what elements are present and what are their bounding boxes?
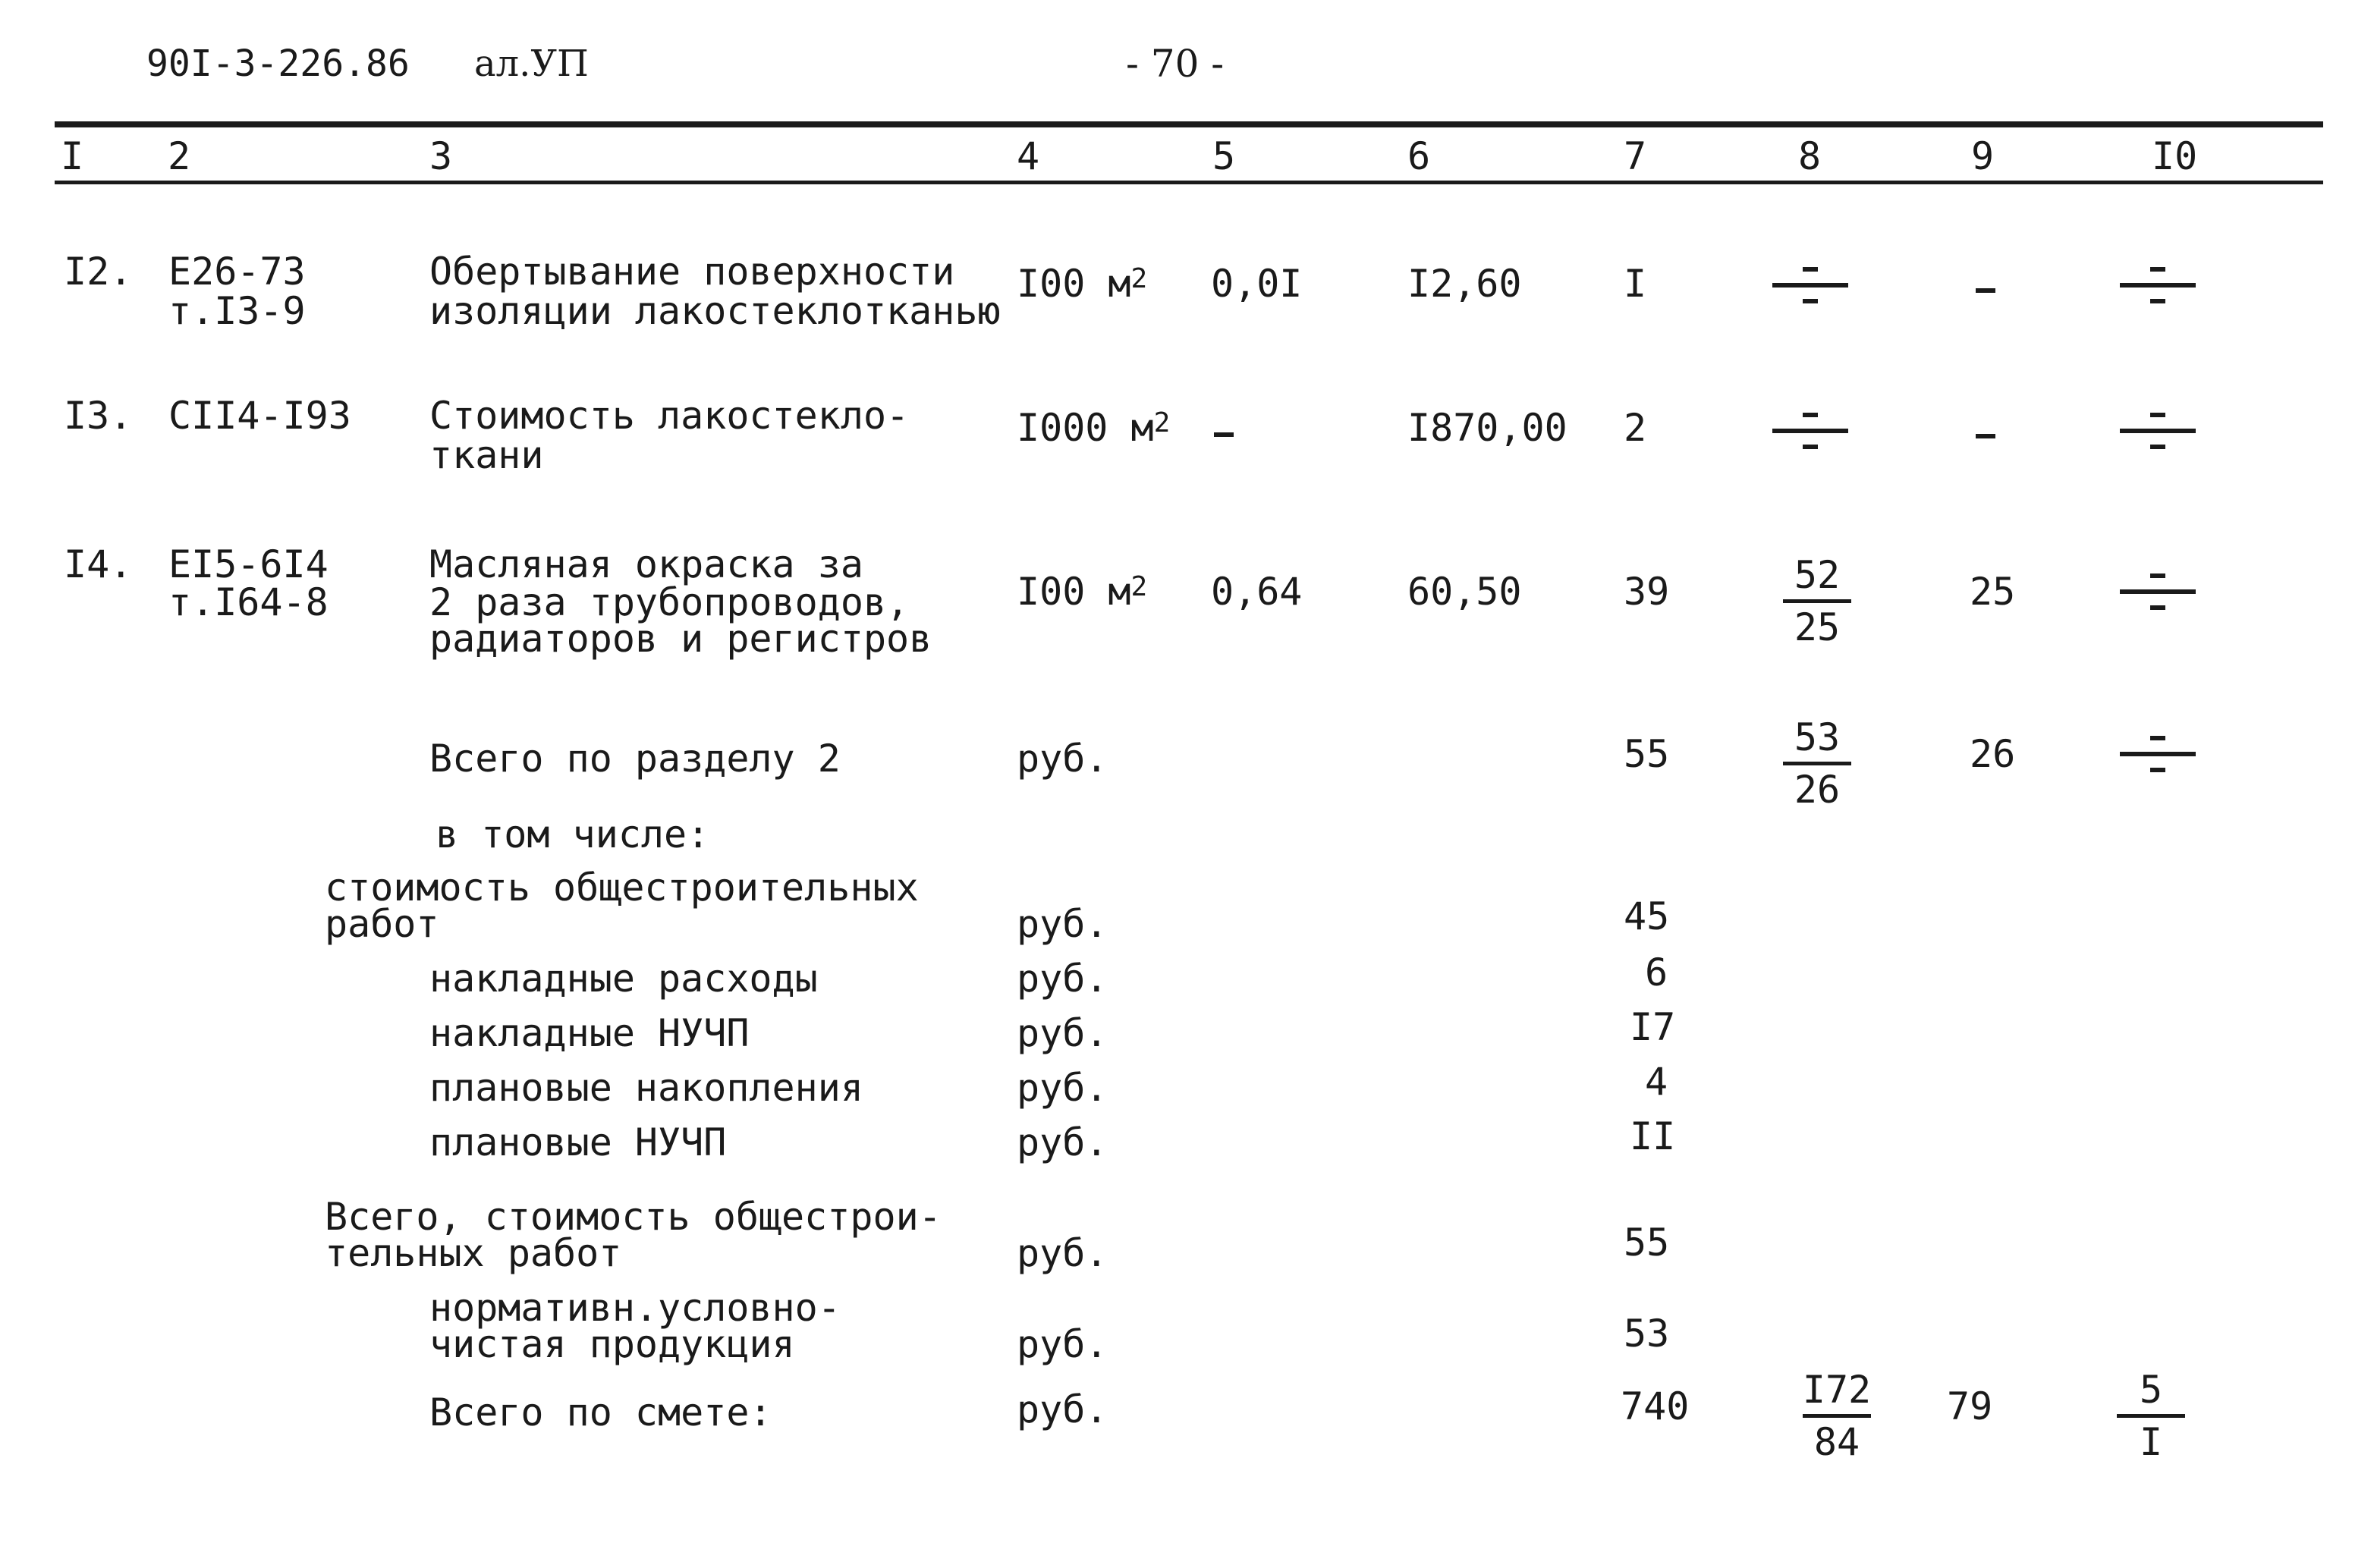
work-description-line: Обертывание поверхности bbox=[429, 250, 955, 294]
quantity-dash bbox=[1214, 432, 1234, 437]
breakdown-value: 6 bbox=[1645, 951, 1668, 995]
col-header-10: I0 bbox=[2152, 134, 2198, 178]
page-number: - 70 - bbox=[1126, 42, 1225, 86]
normative-label-line: нормативн.условно- bbox=[429, 1286, 841, 1330]
normative-value: 53 bbox=[1624, 1312, 1670, 1356]
unit: I00 $м^2$ bbox=[1017, 570, 1148, 614]
work-description-line: Масляная окраска за bbox=[429, 542, 863, 586]
row-number: I3. bbox=[64, 394, 133, 438]
column-9-value: 79 bbox=[1947, 1384, 1993, 1428]
fraction-value: I72 84 bbox=[1802, 1368, 1872, 1464]
grand-total-label: Всего по смете: bbox=[429, 1390, 772, 1434]
total-cost: I bbox=[1624, 262, 1647, 306]
column-9-value: 25 bbox=[1970, 570, 2016, 614]
division-sign bbox=[2120, 570, 2196, 624]
unit: руб. bbox=[1017, 1011, 1108, 1055]
division-sign bbox=[2120, 410, 2196, 463]
col-header-6: 6 bbox=[1407, 134, 1431, 178]
breakdown-value: I7 bbox=[1630, 1005, 1676, 1049]
col-header-7: 7 bbox=[1624, 134, 1647, 178]
division-sign bbox=[2120, 264, 2196, 317]
unit: руб. bbox=[1017, 1066, 1108, 1110]
total-general-value: 55 bbox=[1624, 1221, 1670, 1265]
grand-total-value: 740 bbox=[1621, 1384, 1690, 1428]
breakdown-item-label: накладные расходы bbox=[429, 957, 818, 1001]
album-number: ал.УП bbox=[474, 42, 589, 85]
document-code: 90I-3-226.86 bbox=[146, 42, 410, 85]
dash bbox=[1976, 434, 1995, 438]
fraction-value: 53 26 bbox=[1775, 716, 1859, 811]
rate-table: т.I64-8 bbox=[168, 580, 329, 624]
division-sign bbox=[1772, 264, 1848, 317]
unit: руб. bbox=[1017, 1387, 1108, 1431]
unit: руб. bbox=[1017, 957, 1108, 1001]
unit-price: 60,50 bbox=[1407, 570, 1522, 614]
row-number: I2. bbox=[64, 250, 133, 294]
work-description-line: радиаторов и регистров bbox=[429, 617, 932, 661]
col-header-2: 2 bbox=[168, 134, 191, 178]
normative-label-line: чистая продукция bbox=[429, 1322, 795, 1366]
row-number: I4. bbox=[64, 542, 133, 586]
breakdown-item-label: плановые накопления bbox=[429, 1066, 863, 1110]
col-header-9: 9 bbox=[1971, 134, 1995, 178]
unit: руб. bbox=[1017, 902, 1108, 946]
unit: руб. bbox=[1017, 1231, 1108, 1275]
breakdown-value: 45 bbox=[1624, 894, 1670, 938]
col-header-1: I bbox=[61, 134, 84, 178]
col-header-3: 3 bbox=[429, 134, 453, 178]
general-works-label-line: работ bbox=[325, 902, 439, 946]
total-cost: 55 bbox=[1624, 732, 1670, 776]
work-description-line: 2 раза трубопроводов, bbox=[429, 580, 910, 624]
unit-price: I870,00 bbox=[1407, 406, 1567, 450]
dash bbox=[1976, 288, 1995, 293]
header-rule-bottom bbox=[55, 181, 2323, 184]
rate-table: т.I3-9 bbox=[168, 289, 306, 333]
rate-code: Е26-73 bbox=[168, 250, 306, 294]
work-description-line: Стоимость лакостекло- bbox=[429, 394, 910, 438]
col-header-8: 8 bbox=[1798, 134, 1822, 178]
quantity: 0,0I bbox=[1211, 262, 1303, 306]
total-general-label-line: тельных работ bbox=[325, 1231, 622, 1275]
unit: руб. bbox=[1017, 737, 1108, 781]
unit: I00 $м^2$ bbox=[1017, 262, 1148, 306]
total-cost: 39 bbox=[1624, 570, 1670, 614]
section-total-label: Всего по разделу 2 bbox=[429, 737, 841, 781]
unit: руб. bbox=[1017, 1322, 1108, 1366]
fraction-value: 52 25 bbox=[1775, 554, 1859, 649]
unit-price: I2,60 bbox=[1407, 262, 1522, 306]
including-label: в том числе: bbox=[435, 812, 710, 856]
breakdown-value: II bbox=[1630, 1114, 1676, 1158]
total-general-label-line: Всего, стоимость общестрои- bbox=[325, 1195, 942, 1239]
breakdown-item-label: плановые НУЧП bbox=[429, 1120, 727, 1164]
rate-code: СII4-I93 bbox=[168, 394, 351, 438]
work-description-line: изоляции лакостеклотканью bbox=[429, 289, 1001, 333]
breakdown-value: 4 bbox=[1645, 1060, 1668, 1104]
work-description-line: ткани bbox=[429, 433, 544, 477]
general-works-label-line: стоимость общестроительных bbox=[325, 866, 919, 910]
col-header-4: 4 bbox=[1017, 134, 1040, 178]
rate-code: ЕI5-6I4 bbox=[168, 542, 329, 586]
quantity: 0,64 bbox=[1211, 570, 1303, 614]
breakdown-item-label: накладные НУЧП bbox=[429, 1011, 750, 1055]
division-sign bbox=[2120, 733, 2196, 786]
division-sign bbox=[1772, 410, 1848, 463]
fraction-value: 5 I bbox=[2109, 1368, 2193, 1463]
total-cost: 2 bbox=[1624, 406, 1647, 450]
header-rule-top bbox=[55, 121, 2323, 127]
column-9-value: 26 bbox=[1970, 732, 2016, 776]
unit: руб. bbox=[1017, 1120, 1108, 1164]
col-header-5: 5 bbox=[1212, 134, 1236, 178]
unit: I000 $м^2$ bbox=[1017, 406, 1171, 450]
